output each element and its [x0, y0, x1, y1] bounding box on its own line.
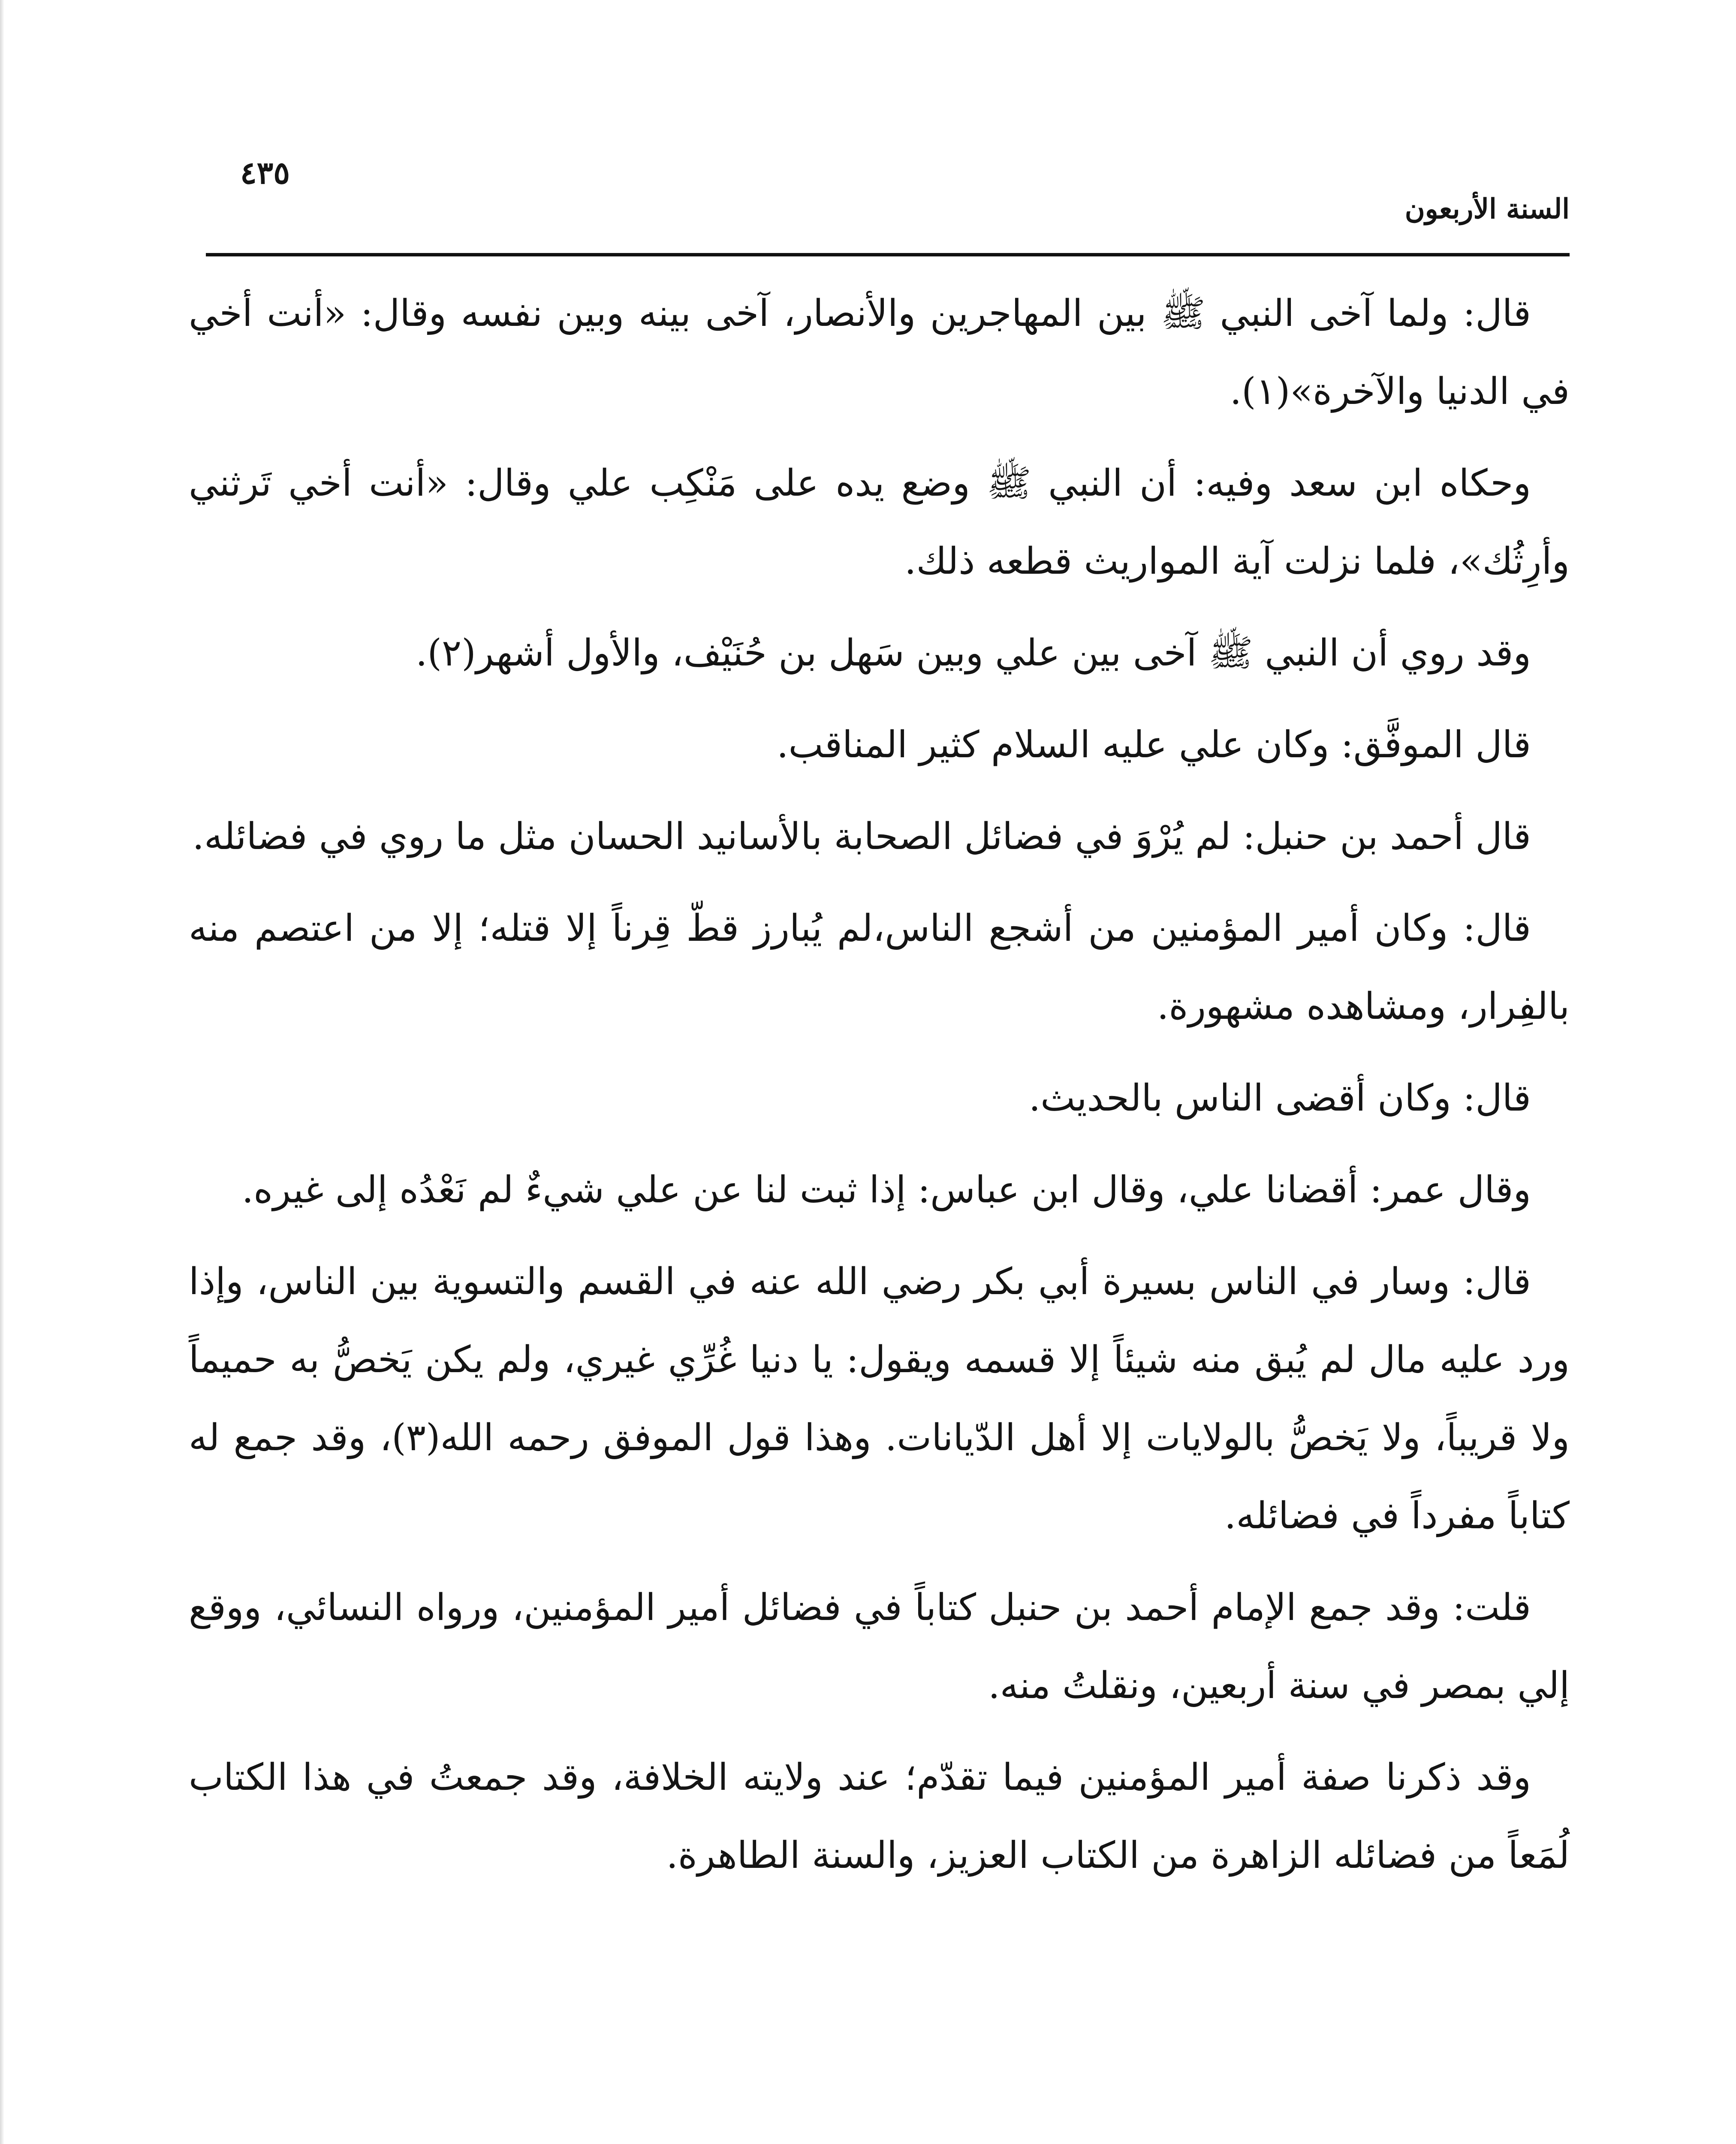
paragraph-5: قال أحمد بن حنبل: لم يُرْوَ في فضائل الصحابة بالأسانيد الحسان مثل ما روي في فضائله.: [192, 815, 1531, 858]
paragraph-6: قال: وكان أمير المؤمنين من أشجع الناس،لم يُبارز قطّ قِرناً إلا قتله؛ إلا من اعتصم منه بالفِرار، ومشاهده مشهورة.: [189, 907, 1570, 1028]
paragraph-3: وقد روي أن النبي ﷺ آخى بين علي وبين سَهل بن حُنَيْف، والأول أشهر(٢).: [416, 632, 1531, 675]
paragraph-4: قال الموفَّق: وكان علي عليه السلام كثير المناقب.: [777, 723, 1531, 766]
page-header: [206, 142, 1570, 249]
paragraph-9: قال: وسار في الناس بسيرة أبي بكر رضي الله عنه في القسم والتسوية بين الناس، وإذا ورد عليه مال لم يُبق منه شيئاً إلا قسمه ويقول: يا دنيا غُرِّي غيري، ولم يكن يَخصُّ به حميماً ولا قريباً، ولا يَخصُّ بالولايات إلا أهل الدّيانات. وهذا قول الموفق رحمه الله(٣)، وقد جمع له كتاباً مفرداً في فضائله.: [189, 1260, 1570, 1537]
paragraph-8: وقال عمر: أقضانا علي، وقال ابن عباس: إذا ثبت لنا عن علي شيءٌ لم نَعْدُه إلى غيره.: [241, 1168, 1531, 1211]
paragraph-1: قال: ولما آخى النبي ﷺ بين المهاجرين والأنصار، آخى بينه وبين نفسه وقال: «أنت أخي في الدنيا والآخرة»(١).: [189, 292, 1570, 413]
running-title: السنة الأربعون: [1404, 193, 1570, 225]
scan-edge: [0, 0, 4, 2144]
body-text: [189, 274, 1570, 1908]
paragraph-10: قلت: وقد جمع الإمام أحمد بن حنبل كتاباً في فضائل أمير المؤمنين، ورواه النسائي، ووقع إلي بمصر في سنة أربعين، ونقلتُ منه.: [189, 1586, 1570, 1707]
page-number: ٤٣٥: [240, 154, 290, 191]
paragraph-7: قال: وكان أقضى الناس بالحديث.: [1028, 1077, 1531, 1120]
paragraph-11: وقد ذكرنا صفة أمير المؤمنين فيما تقدّم؛ عند ولايته الخلافة، وقد جمعتُ في هذا الكتاب لُمَعاً من فضائله الزاهرة من الكتاب العزيز، والسنة الطاهرة.: [189, 1756, 1570, 1877]
paragraph-2: وحكاه ابن سعد وفيه: أن النبي ﷺ وضع يده على مَنْكِب علي وقال: «أنت أخي تَرثني وأرِثُك»، فلما نزلت آية المواريث قطعه ذلك.: [189, 462, 1570, 583]
header-rule: [206, 253, 1570, 256]
